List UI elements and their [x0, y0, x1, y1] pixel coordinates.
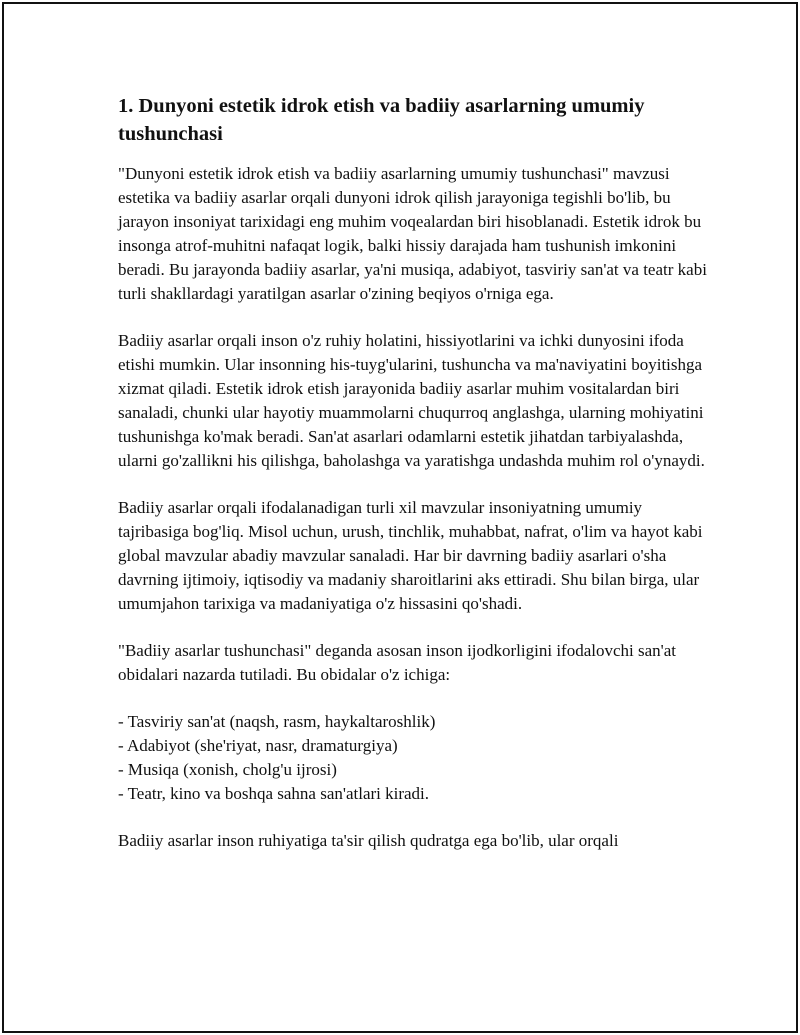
paragraph-themes: Badiiy asarlar orqali ifodalanadigan turli xil mavzular insoniyatning umumiy tajribasiga bog'liq. Misol uchun, urush, tinchlik, muhabbat, nafrat, o'lim va hayot kabi global mavzular abadiy mavzular sanaladi. Har bir davrning badiiy asarlari o'sha davrning ijtimoiy, iqtisodiy va madaniy sharoitlarini aks ettiradi. Shu bilan birga, ular umumjahon tarixiga va madaniyatiga o'z hissasini qo'shadi. — [118, 498, 703, 613]
section-heading: 1. Dunyoni estetik idrok etish va badiiy asarlarning umumiy tushunchasi — [118, 95, 645, 145]
paragraph-intro: "Dunyoni estetik idrok etish va badiiy asarlarning umumiy tushunchasi" mavzusi estetika va badiiy asarlar orqali dunyoni idrok qilish jarayoniga tegishli bo'lib, bu jarayon insoniyat tarixidagi eng muhim voqealardan biri hisoblanadi. Estetik idrok bu insonga atrof-muhitni nafaqat logik, balki hissiy darajada ham tushunish imkonini beradi. Bu jarayonda badiiy asarlar, ya'ni musiqa, adabiyot, tasviriy san'at va teatr kabi turli shakllardagi yaratilgan asarlar o'zining beqiyos o'rniga ega. — [118, 164, 707, 303]
list-item: - Adabiyot (she'riyat, nasr, dramaturgiya) — [118, 736, 398, 755]
paragraph-closing: Badiiy asarlar inson ruhiyatiga ta'sir qilish qudratga ega bo'lib, ular orqali — [118, 831, 619, 850]
paragraph-definition: "Badiiy asarlar tushunchasi" deganda asosan inson ijodkorligini ifodalovchi san'at obidalari nazarda tutiladi. Bu obidalar o'z ichiga: — [118, 641, 676, 684]
document-body — [118, 92, 708, 876]
list-item: - Musiqa (xonish, cholg'u ijrosi) — [118, 760, 337, 779]
paragraph-inner-world: Badiiy asarlar orqali inson o'z ruhiy holatini, hissiyotlarini va ichki dunyosini ifoda etishi mumkin. Ular insonning his-tuyg'ularini, tushuncha va ma'naviyatini boyitishga xizmat qiladi. Estetik idrok etish jarayonida badiiy asarlar muhim vositalardan biri sanaladi, chunki ular hayotiy muammolarni chuqurroq anglashga, ularning mohiyatini tushunishga ko'mak beradi. San'at asarlari odamlarni estetik jihatdan tarbiyalashda, ularni go'zallikni his qilishga, baholashga va yaratishga undashda muhim rol o'ynaydi. — [118, 331, 705, 470]
art-forms-list — [118, 710, 708, 806]
list-item: - Teatr, kino va boshqa sahna san'atlari kiradi. — [118, 784, 430, 803]
list-item: - Tasviriy san'at (naqsh, rasm, haykaltaroshlik) — [118, 712, 436, 731]
